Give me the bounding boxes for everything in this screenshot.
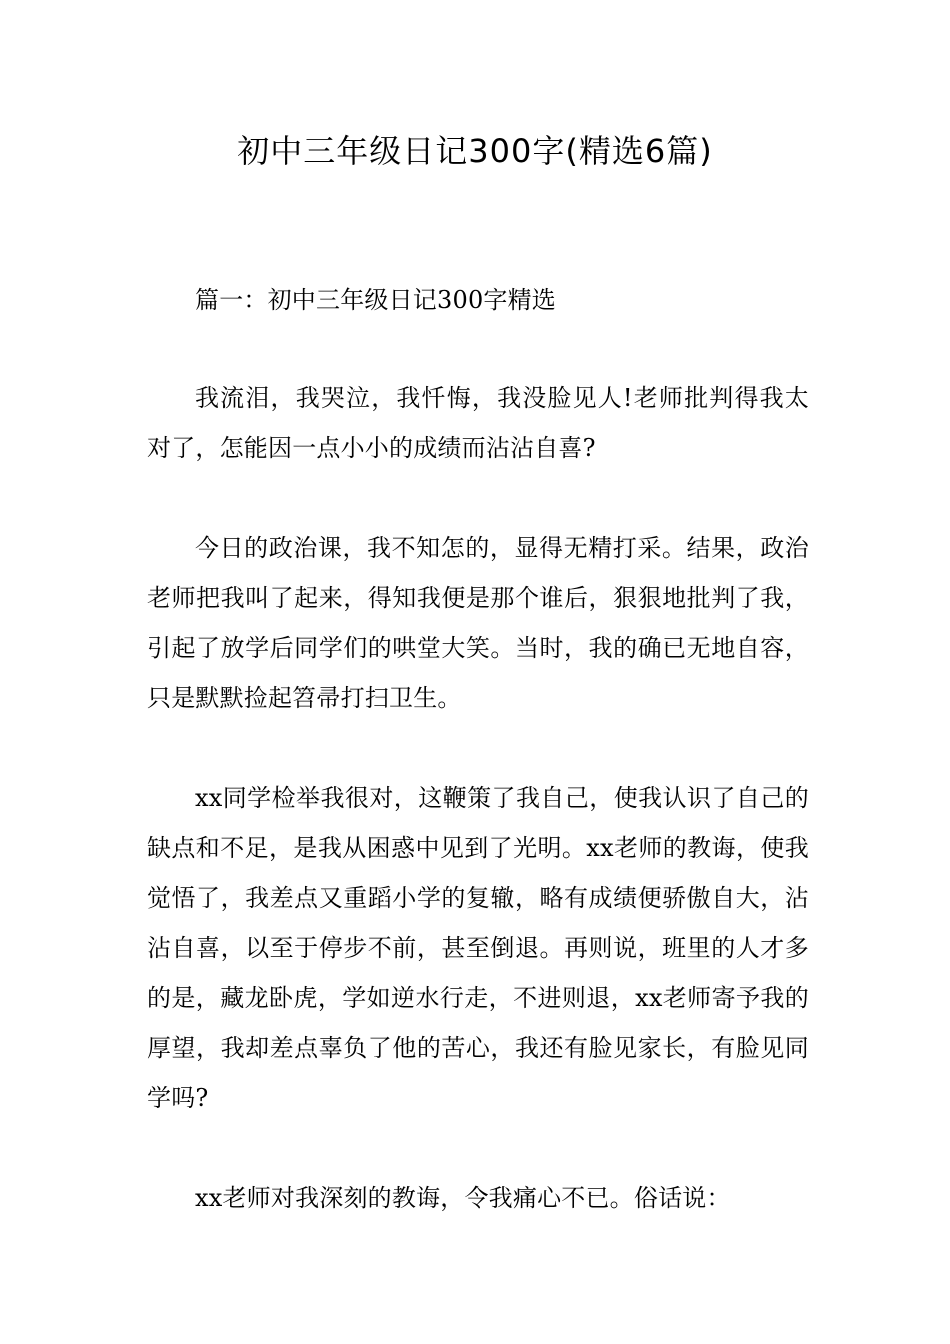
document-body <box>147 275 809 1223</box>
paragraph-spacer <box>147 473 809 523</box>
paragraph-2: 今日的政治课，我不知怎的，显得无精打采。结果，政治老师把我叫了起来，得知我便是那个谁后，狠狠地批判了我，引起了放学后同学们的哄堂大笑。当时，我的确已无地自容，只是默默捡起笤帚打扫卫生。 <box>147 534 809 712</box>
document-title: 初中三年级日记300字(精选6篇) <box>237 132 713 170</box>
paragraph-spacer <box>147 325 809 373</box>
paragraph-spacer <box>147 1123 809 1173</box>
paragraph-1: 我流泪，我哭泣，我忏悔，我没脸见人!老师批判得我太对了，怎能因一点小小的成绩而沾沾自喜? <box>147 384 809 462</box>
section-heading: 篇一：初中三年级日记300字精选 <box>195 286 557 314</box>
paragraph-3: xx同学检举我很对，这鞭策了我自己，使我认识了自己的缺点和不足，是我从困惑中见到了光明。xx老师的教诲，使我觉悟了，我差点又重蹈小学的复辙，略有成绩便骄傲自大，沾沾自喜，以至于停步不前，甚至倒退。再则说，班里的人才多的是，藏龙卧虎，学如逆水行走，不进则退，xx老师寄予我的厚望，我却差点辜负了他的苦心，我还有脸见家长，有脸见同学吗? <box>147 784 809 1112</box>
paragraph-spacer <box>147 723 809 773</box>
paragraph-4: xx老师对我深刻的教诲，令我痛心不已。俗话说： <box>195 1184 731 1212</box>
